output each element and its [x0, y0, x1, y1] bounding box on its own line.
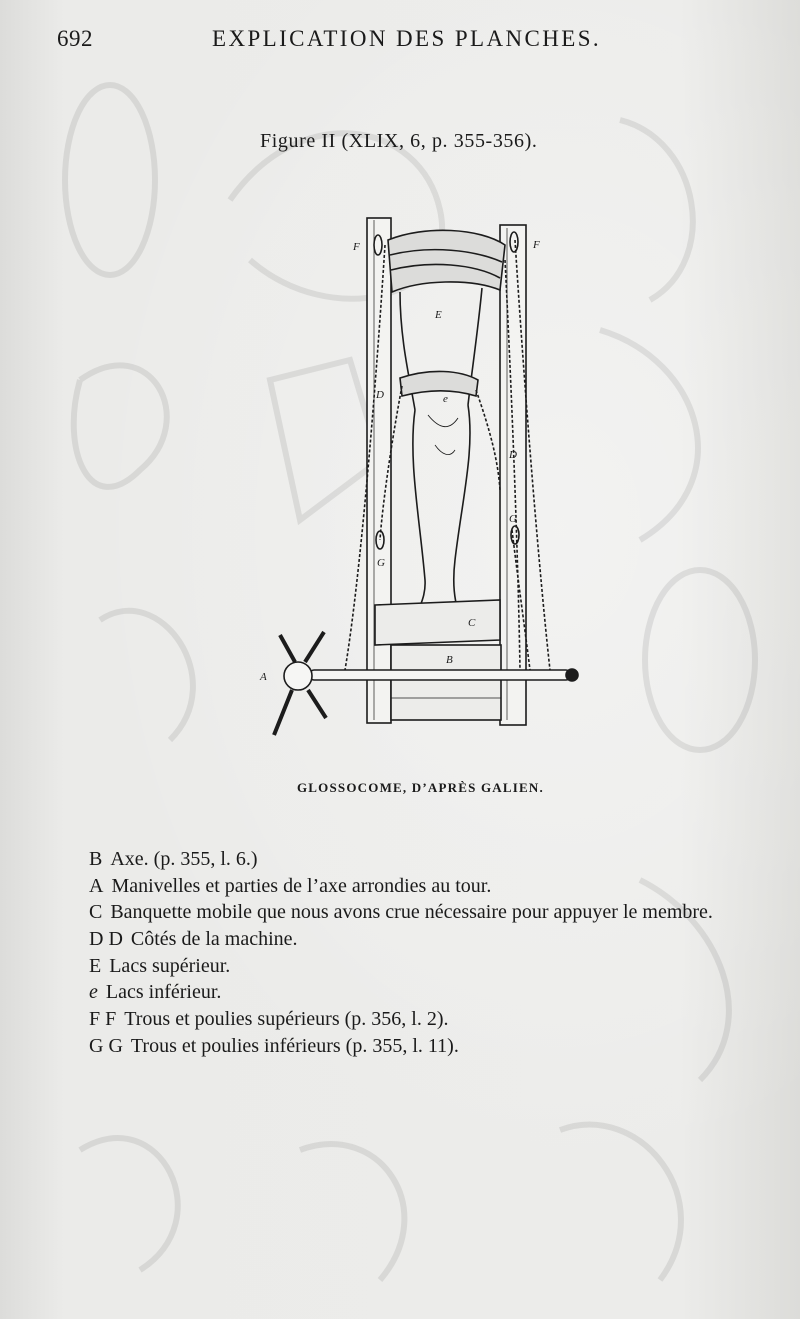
legend-item	[89, 846, 713, 873]
label-e: e	[443, 393, 448, 405]
label-C: C	[468, 617, 476, 629]
label-E: E	[435, 309, 442, 321]
legend-key: G G	[89, 1034, 123, 1057]
label-D-left: D	[376, 389, 384, 401]
legend-key: A	[89, 874, 104, 897]
axle	[310, 670, 570, 680]
legend-key: e	[89, 981, 98, 1004]
legend-text: Axe. (p. 355, l. 6.)	[110, 848, 258, 870]
label-G-left: G	[377, 557, 385, 569]
legend-text: Lacs inférieur.	[105, 981, 222, 1004]
crank-wheel	[284, 662, 312, 690]
page-number: 692	[57, 26, 93, 51]
legend-text: Côtés de la machine.	[130, 928, 298, 951]
legend-item	[89, 873, 713, 900]
legend-key: F F	[89, 1008, 117, 1031]
legend-text: Manivelles et parties de l’axe arrondies au tour.	[111, 874, 492, 897]
label-A: A	[260, 671, 267, 683]
legend-item	[89, 1006, 713, 1033]
legend-text: Banquette mobile que nous avons crue nécessaire pour appuyer le membre.	[110, 901, 713, 924]
legend-key: D D	[89, 928, 123, 951]
legend-item	[89, 926, 713, 953]
figure-legend	[89, 846, 713, 1060]
legend-item	[89, 953, 713, 980]
legend-item	[89, 979, 713, 1006]
legend-item	[89, 1033, 713, 1060]
legend-text: Lacs supérieur.	[109, 954, 231, 977]
running-title: EXPLICATION DES PLANCHES.	[212, 26, 602, 51]
legend-item	[89, 899, 713, 926]
legend-text: Trous et poulies inférieurs (p. 355, l. 11).	[130, 1034, 459, 1057]
legend-key: E	[89, 954, 102, 977]
legend-key: C	[89, 901, 103, 924]
label-D-right: D	[509, 449, 517, 461]
figure-caption: GLOSSOCOME, D’APRÈS GALIEN.	[297, 780, 544, 795]
glossocome-engraving	[250, 200, 590, 760]
label-G-right: G	[509, 513, 517, 525]
right-post	[500, 225, 526, 725]
label-F-right: F	[533, 239, 540, 251]
legend-key: B	[89, 848, 103, 870]
label-F-left: F	[353, 241, 360, 253]
legend-text: Trous et poulies supérieurs (p. 356, l. 2).	[124, 1008, 449, 1031]
figure-title: Figure II (XLIX, 6, p. 355-356).	[260, 130, 538, 152]
label-B: B	[446, 654, 453, 666]
